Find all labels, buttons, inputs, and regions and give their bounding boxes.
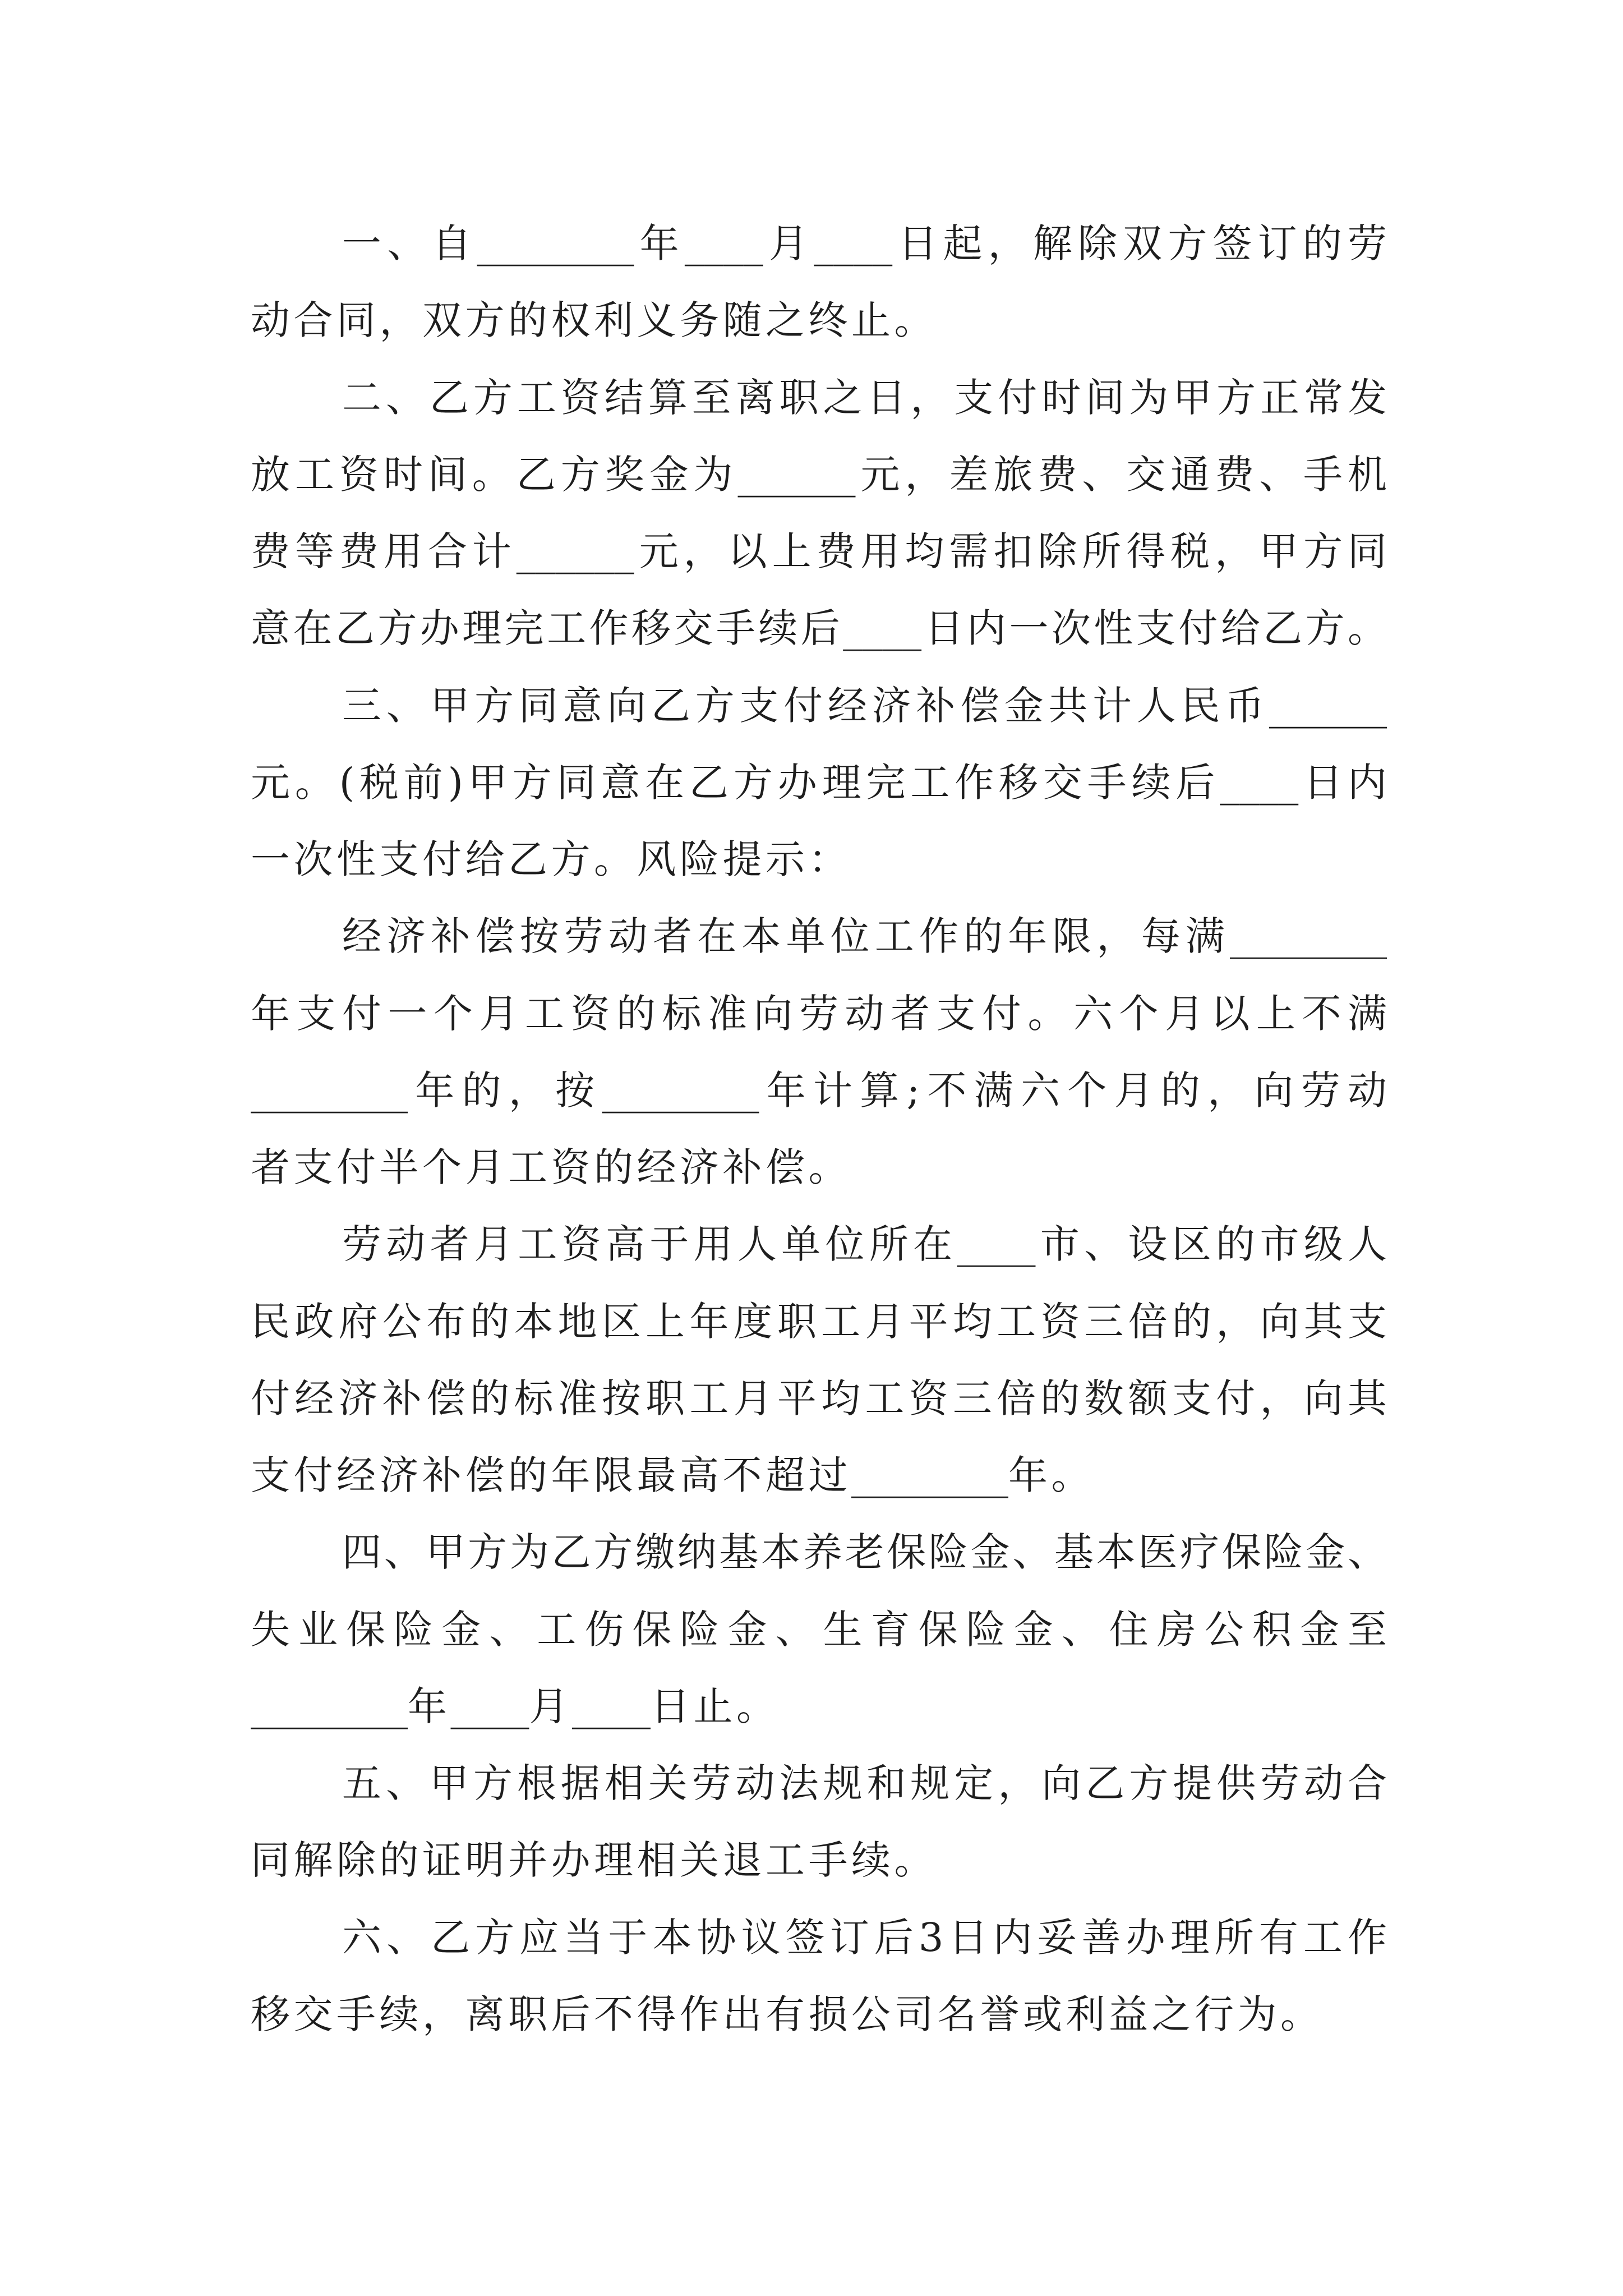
- text-line: 五、甲方根据相关劳动法规和规定，向乙方提供劳动合: [342, 1760, 1387, 1806]
- blank-field: ________: [251, 1683, 408, 1729]
- text-line: 年支付一个月工资的标准向劳动者支付。六个月以上不满: [251, 990, 1387, 1037]
- blank-field: ______: [1269, 682, 1387, 729]
- blank-field: ________: [602, 1067, 759, 1114]
- clause-4-paragraph: [251, 1514, 1387, 1745]
- text-line: 意在乙方办理完工作移交手续后____日内一次性支付给乙方。: [251, 605, 1387, 652]
- blank-field: ____: [572, 1683, 651, 1729]
- blank-field: ____: [450, 1683, 529, 1729]
- clause-5-paragraph: [251, 1745, 1387, 1899]
- blank-field: ____: [814, 220, 893, 266]
- blank-field: ____: [843, 605, 922, 652]
- risk-note-wage-cap-paragraph: [251, 1206, 1387, 1514]
- text-line: 同解除的证明并办理相关退工手续。: [251, 1837, 937, 1884]
- text-line: 支付经济补偿的年限最高不超过________年。: [251, 1452, 1094, 1498]
- text-line: 放工资时间。乙方奖金为______元，差旅费、交通费、手机: [251, 451, 1387, 498]
- blank-field: ________: [477, 220, 634, 266]
- text-line: 一次性支付给乙方。风险提示：: [251, 836, 851, 882]
- blank-field: ________: [851, 1452, 1008, 1498]
- text-line: 经济补偿按劳动者在本单位工作的年限，每满________: [342, 913, 1387, 960]
- blank-field: ________: [251, 1067, 408, 1114]
- blank-field: ______: [737, 451, 856, 498]
- document-body: [251, 205, 1387, 2053]
- clause-2-paragraph: [251, 360, 1387, 668]
- blank-field: ____: [684, 220, 763, 266]
- clause-1-paragraph: [251, 205, 1387, 360]
- text-line: 元。(税前)甲方同意在乙方办理完工作移交手续后____日内: [251, 759, 1387, 806]
- text-line: 动合同，双方的权利义务随之终止。: [251, 297, 937, 344]
- text-line: 劳动者月工资高于用人单位所在____市、设区的市级人: [342, 1221, 1387, 1268]
- blank-field: ______: [516, 528, 634, 574]
- text-line: 费等费用合计______元，以上费用均需扣除所得税，甲方同: [251, 528, 1387, 574]
- text-line: ________年的，按________年计算;不满六个月的，向劳动: [251, 1067, 1387, 1114]
- text-line: 二、乙方工资结算至离职之日，支付时间为甲方正常发: [342, 374, 1387, 421]
- text-line: 一、自________年____月____日起，解除双方签订的劳: [342, 220, 1387, 266]
- text-line: 移交手续，离职后不得作出有损公司名誉或利益之行为。: [251, 1991, 1324, 2037]
- blank-field: ________: [1230, 913, 1387, 960]
- text-line: 三、甲方同意向乙方支付经济补偿金共计人民币______: [342, 682, 1387, 729]
- clause-3-paragraph: [251, 668, 1387, 899]
- blank-field: ____: [957, 1221, 1036, 1268]
- clause-6-paragraph: [251, 1899, 1387, 2054]
- text-line: 付经济补偿的标准按职工月平均工资三倍的数额支付，向其: [251, 1375, 1387, 1421]
- text-line: 失业保险金、工伤保险金、生育保险金、住房公积金至: [251, 1606, 1387, 1653]
- text-line: 六、乙方应当于本协议签订后3日内妥善办理所有工作: [342, 1914, 1387, 1961]
- text-line: 者支付半个月工资的经济补偿。: [251, 1144, 851, 1190]
- text-line: 民政府公布的本地区上年度职工月平均工资三倍的，向其支: [251, 1298, 1387, 1345]
- risk-note-compensation-paragraph: [251, 898, 1387, 1206]
- text-line: ________年____月____日止。: [251, 1683, 780, 1729]
- blank-field: ____: [1220, 759, 1299, 806]
- text-line: 四、甲方为乙方缴纳基本养老保险金、基本医疗保险金、: [342, 1529, 1387, 1576]
